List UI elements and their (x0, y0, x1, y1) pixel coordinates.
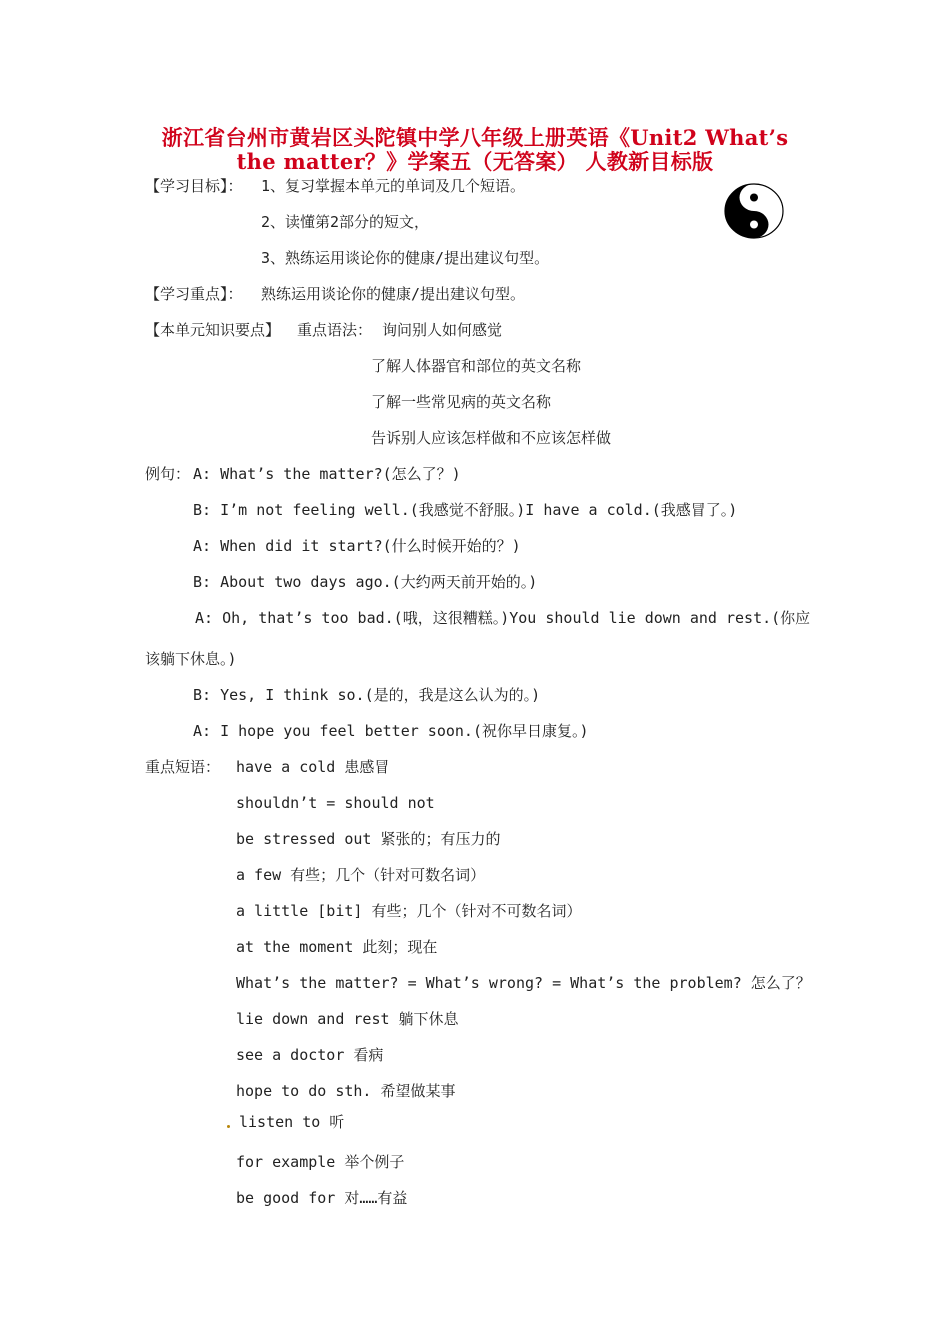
knowledge-item-3: 了解一些常见病的英文名称 (371, 393, 552, 411)
knowledge-item-4: 告诉别人应该怎样做和不应该怎样做 (371, 429, 612, 447)
example-line: B: Yes, I think so.(是的，我是这么认为的。) (193, 686, 541, 704)
phrase-item: listen to 听 (239, 1113, 345, 1131)
knowledge-item-2: 了解人体器官和部位的英文名称 (371, 357, 582, 375)
example-line-continued: 该躺下休息。) (145, 650, 237, 668)
focus-text: 熟练运用谈论你的健康/提出建议句型。 (261, 285, 526, 303)
goal-item-1: 1、复习掌握本单元的单词及几个短语。 (261, 177, 526, 195)
goal-item-3: 3、熟练运用谈论你的健康/提出建议句型。 (261, 249, 550, 267)
knowledge-item-1: 询问别人如何感觉 (382, 321, 503, 339)
phrase-item: lie down and rest 躺下休息 (236, 1010, 459, 1028)
goal-item-2: 2、读懂第2部分的短文， (261, 213, 430, 231)
knowledge-label: 【本单元知识要点】 (145, 321, 281, 339)
example-line: B: About two days ago.(大约两天前开始的。) (193, 573, 538, 591)
phrase-item: at the moment 此刻；现在 (236, 938, 438, 956)
phrase-item: see a doctor 看病 (236, 1046, 384, 1064)
example-line: A: What’s the matter?(怎么了？) (193, 465, 461, 483)
phrase-item: have a cold 患感冒 (236, 758, 390, 776)
example-line: A: I hope you feel better soon.(祝你早日康复。) (193, 722, 589, 740)
focus-label: 【学习重点】： (145, 285, 243, 303)
phrase-item: shouldn’t = should not (236, 794, 435, 812)
example-line: A: Oh, that’s too bad.(哦，这很糟糕。)You should lie down and rest.(你应 (195, 609, 811, 627)
phrase-item: be stressed out 紧张的；有压力的 (236, 830, 501, 848)
yin-yang-icon (724, 183, 784, 239)
phrase-item: a few 有些；几个（针对可数名词） (236, 866, 486, 884)
examples-label: 例句： (145, 465, 191, 483)
grammar-label: 重点语法： (297, 321, 373, 339)
document-title-line-1: 浙江省台州市黄岩区头陀镇中学八年级上册英语《Unit2 What’s (161, 125, 789, 150)
example-line: B: I’m not feeling well.(我感觉不舒服。)I have a cold.(我感冒了。) (193, 501, 738, 519)
goals-label: 【学习目标】： (145, 177, 243, 195)
stray-dot-mark (227, 1125, 230, 1128)
phrase-item: What’s the matter? = What’s wrong? = What’s the problem? 怎么了？ (236, 974, 811, 992)
phrase-item: a little [bit] 有些；几个（针对不可数名词） (236, 902, 582, 920)
phrase-item: be good for 对……有益 (236, 1189, 408, 1207)
example-line: A: When did it start?(什么时候开始的？) (193, 537, 521, 555)
phrase-item: for example 举个例子 (236, 1153, 405, 1171)
phrase-item: hope to do sth. 希望做某事 (236, 1082, 456, 1100)
document-title-line-2: the matter？》学案五（无答案） 人教新目标版 (236, 149, 714, 174)
phrases-label: 重点短语： (145, 758, 221, 776)
